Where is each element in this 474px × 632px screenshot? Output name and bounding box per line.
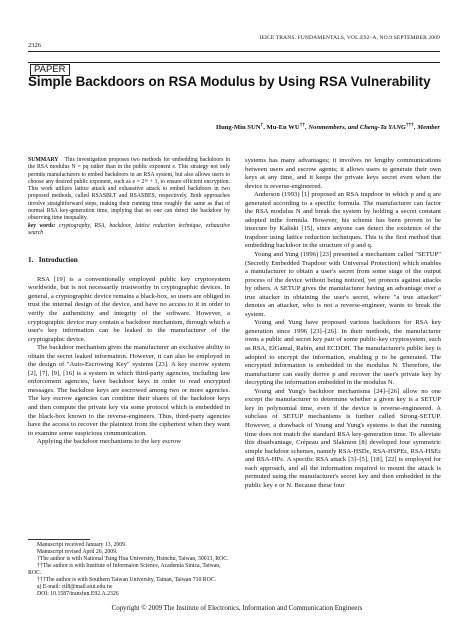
intro-paragraph-1: RSA [19] is a conventionally employed public key cryptosystem worldwide, but is not necessarily trustworthy in cryptographic devices. In general, a cryptographic device remains a black-box, so users are obliged to trust the internal design of the device, and have no access to it in order to verify the authenticity and integrity of the software. However, a cryptographic device may contain a backdoor mechanism, through which a user's key information can be leaked to the manufacturer of the cryptographic device.	[28, 275, 230, 343]
abstract	[28, 157, 230, 237]
footnote-affil-2: ††The author is with Institute of Informaion Science, Academia Sinica, Taiwan, ROC.	[28, 563, 221, 577]
author-3: , Nonmembers, and Cheng-Ta YANG	[305, 124, 406, 132]
author-2: , Mu-En WU	[263, 124, 300, 132]
journal-header: IEICE TRANS. FUNDAMENTALS, VOL.E92–A, NO.9 SEPTEMBER 2009	[259, 35, 440, 41]
header-rule	[28, 51, 440, 52]
right-column	[245, 157, 441, 490]
footnote-received: Manuscript received January 13, 2009.	[37, 542, 127, 548]
right-paragraph-3: Young and Yung (1996) [23] presented a mechanism called "SETUP" (Secretly Embedded Trapdoor with Universal Protection) which enables a manufacturer to obtain a user's secret from some stage of the output process of the device without being noticed, yet protects against attacks by others. A SETUP gives the manufacturer having an advantage over a true attacker in obtaining the user's secret, where "a true attacker" denotes an attacker, who is not a reverse-engineer, wants to break the system.	[245, 251, 441, 318]
intro-paragraph-3: Applying the backdoor mechanisms to the key escrow	[37, 438, 182, 446]
footnote-rule	[28, 539, 90, 540]
abstract-text: This investigation proposes two methods for embedding backdoors in the RSA modulus N = pq rather than in the public exponent e. This strategy not only permits manufacturers to embed backdoors in an RSA system, but also allows users to choose any desired public exponent, such as e = 2¹⁶ + 1, to ensure efficient encryption. This work utilizes lattice attack and exhaustive attack to embed backdoors in two proposed methods, called RSASBLT and RSASBES, respectively. Both approaches involve straightforward steps, making their running time roughly the same as that of normal RSA key-generation time, implying that no one can detect the backdoor by observing time inequality.	[28, 157, 230, 222]
right-paragraph-5: Young and Yung's backdoor mechanisms [24]–[26] allow no one except the manufacturer to determine whether a given key is a SETUP key in polynomial time, even if the device is reverse-engineered. A subclass of SETUP mechanisms is further called Strong-SETUP. However, a drawback of Young and Yung's systems is that the running time does not match the standard RSA key-generation time. To alleviate this disadvantage, Crépeau and Slakmon [8] developed four symmetric simple backdoor schemes, namely RSA-HSDε, RSA-HSPEε, RSA-HSEε and RSA-HPε. A specific RSA attack [3]–[5], [18], [22] is employed for each approach, and all the information required to mount the attack is permuted using the manufacturer's secret key and then embedded in the public key e or N. Because these four	[245, 387, 441, 489]
title-rule	[28, 62, 440, 63]
right-paragraph-4: Young and Yung have proposed various backdoors for RSA key generation since 1996 [23]–[26]. In their methods, the manufacturer owns a public and secret key pair of some public-key cryptosystem, such as RSA, ElGamal, Rabin, and ECDDH. The manufacturer's public key is adopted to encrypt the information, enabling p to be generated. The encrypted information is embedded in the modulus N. Therefore, the manufacturer can easily derive p and recover the user's private key by decrypting the information embedded in the modulus N.	[245, 319, 441, 387]
right-paragraph-2: Anderson (1993) [1] proposed an RSA trapdoor in which p and q are generated according to a specific formula. The manufacturer can factor the RSA modulus N and break the system by holding a secret constant adopted inthe formula. However, his scheme has been proven to be insecure by Kaliski [15], since anyone can detect the existence of the trapdoor using lattice reduction techniques. This is the first method that embedding backdoor in the structure of p and q.	[245, 191, 441, 250]
right-paragraph-1: systems has many advantages; it involves no lengthy communications between users and escrow agents; it allows users to generate their own keys at any time, and it keeps the private keys secret even when the device is reverse-engineered.	[245, 157, 441, 190]
footnote-doi: DOI: 10.1587/transfun.E92.A.2326	[37, 591, 119, 598]
footnote-revised: Manuscript revised April 26, 2009.	[37, 549, 118, 556]
paper-type-label: PAPER	[30, 64, 70, 76]
footnote-email: a) E-mail: ctl8@mail.stut.edu.tw	[37, 584, 113, 591]
left-column	[28, 157, 230, 447]
keywords-label: key words:	[28, 222, 56, 229]
footnote-affil-1: †The author is with National Tsing Hua University, Hsinchu, Taiwan, 30013, ROC.	[37, 556, 229, 563]
author-line: Hung-Min SUN†, Mu-En WU††, Nonmembers, and Cheng-Ta YANG†††, Member	[215, 122, 440, 132]
keywords-text: cryptography, RSA, backdoor, lattice reduction technique, exhaustive search	[28, 222, 230, 236]
paper-title: Simple Backdoors on RSA Modulus by Using RSA Vulnerability	[28, 74, 431, 89]
author-1: Hung-Min SUN	[215, 124, 261, 132]
section-heading: 1. Introduction	[28, 256, 78, 265]
footnotes	[28, 542, 230, 598]
page-number: 2326	[28, 42, 41, 49]
abstract-label: SUMMARY	[28, 157, 59, 163]
author-role: , Member	[413, 124, 440, 132]
intro-paragraph-2: The backdoor mechanism gives the manufacturer an exclusive ability to obtain the secret leaked information. However, it can also be employed in the design of "Auto-Escrowing Key" systems [23]. A key escrow system [2], [7], [9], [16] is a system in which third-party agencies, including law enforcement agencies, have backdoor keys in order to read encrypted messages. The backdoor keys are escrowed among two or more agencies. The key escrow agencies can combine their shares of the backdoor keys and then compute the private key via some protocol which is embedded in the black-box known to the reverse-engineers. Thus, third-party agencies have the access to recover the plaintext from the ciphertext when they want to examine some suspicious communication.	[28, 344, 230, 437]
copyright-footer: Copyright © 2009 The Institute of Electronics, Information and Communication Engineers	[111, 605, 363, 612]
footnote-affil-3: †††The author is with Southern Taiwan University, Tainan, Taiwan 710 ROC.	[37, 577, 217, 584]
